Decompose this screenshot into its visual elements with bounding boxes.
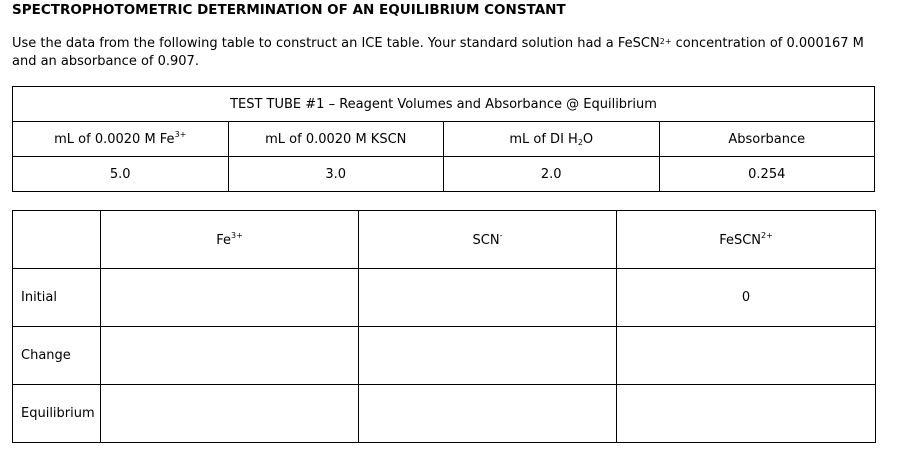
value-water-volume: 2.0 — [444, 157, 660, 192]
ice-row-label-initial: Initial — [13, 269, 101, 327]
ice-cell-change-scn[interactable] — [359, 327, 617, 385]
header-water-volume: mL of DI $H_2O$ — [444, 122, 660, 157]
test-tube-caption: TEST TUBE #1 – Reagent Volumes and Absorbance @ Equilibrium — [13, 87, 875, 122]
ice-header-fe: $Fe^{3+}$ — [101, 211, 359, 269]
ice-header-fescn: FeSCN$^{2+}$ — [617, 211, 876, 269]
ice-row-label-change: Change — [13, 327, 101, 385]
value-absorbance: 0.254 — [659, 157, 875, 192]
ice-header-scn: SCN- — [359, 211, 617, 269]
ice-cell-initial-fe[interactable] — [101, 269, 359, 327]
ice-cell-initial-fescn[interactable]: 0 — [617, 269, 876, 327]
test-tube-table — [12, 86, 875, 192]
header-fe-volume: mL of 0.0020 M $Fe^{3+}$ — [13, 122, 229, 157]
ice-cell-change-fe[interactable] — [101, 327, 359, 385]
instructions-line2-text: and an absorbance of 0.907. — [12, 54, 199, 69]
ice-cell-equilibrium-fe[interactable] — [101, 385, 359, 443]
instructions-line1-end: concentration of 0.000167 M — [671, 36, 864, 51]
ice-table — [12, 210, 876, 443]
ice-cell-initial-scn[interactable] — [359, 269, 617, 327]
header-absorbance: Absorbance — [659, 122, 875, 157]
ice-row-label-equilibrium: Equilibrium — [13, 385, 101, 443]
ice-cell-change-fescn[interactable] — [617, 327, 876, 385]
header-kscn-volume: mL of 0.0020 M KSCN — [228, 122, 444, 157]
value-fe-volume: 5.0 — [13, 157, 229, 192]
ice-cell-equilibrium-scn[interactable] — [359, 385, 617, 443]
ice-corner-cell — [13, 211, 101, 269]
ice-cell-equilibrium-fescn[interactable] — [617, 385, 876, 443]
instructions-paragraph — [12, 35, 882, 71]
instructions-charge: 2+ — [659, 37, 672, 46]
instructions-line1-text: Use the data from the following table to construct an ICE table. Your standard solution had a FeSCN — [12, 36, 660, 51]
page-title: SPECTROPHOTOMETRIC DETERMINATION OF AN EQUILIBRIUM CONSTANT — [12, 2, 566, 18]
value-kscn-volume: 3.0 — [228, 157, 444, 192]
